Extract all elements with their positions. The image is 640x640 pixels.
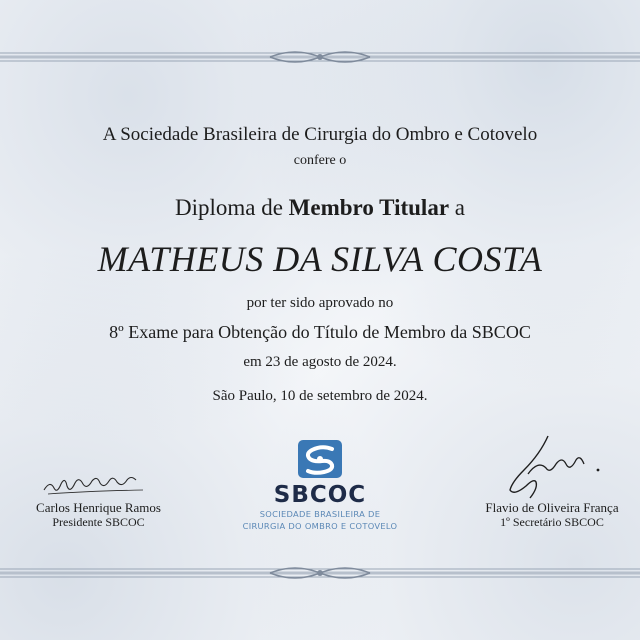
left-signer-role: Presidente SBCOC <box>52 515 145 529</box>
sbcoc-logo <box>232 438 408 532</box>
right-signer-role: 1º Secretário SBCOC <box>500 515 604 529</box>
society-line: A Sociedade Brasileira de Cirurgia do Ombro e Cotovelo <box>102 124 538 145</box>
diploma-suffix: a <box>454 195 466 220</box>
top-ornamental-border <box>0 50 640 64</box>
logo-subtitle-line2: CIRURGIA DO OMBRO E COTOVELO <box>242 521 398 531</box>
diploma-line <box>0 195 640 221</box>
place-date-line: São Paulo, 10 de setembro de 2024. <box>212 388 428 404</box>
reason-line: por ter sido aprovado no <box>246 295 394 311</box>
confere-line: confere o <box>293 153 347 168</box>
left-signature-block <box>16 478 181 530</box>
right-signer-name: Flavio de Oliveira França <box>485 500 619 515</box>
right-signature-block <box>468 478 636 530</box>
exam-line: 8º Exame para Obtenção do Título de Membro da SBCOC <box>109 322 531 342</box>
sbcoc-logo-mark-icon <box>296 438 344 480</box>
diploma-title: Membro Titular <box>288 195 450 220</box>
bottom-ornamental-border <box>0 566 640 580</box>
logo-subtitle-line1: SOCIEDADE BRASILEIRA DE <box>259 509 381 519</box>
exam-date-line: em 23 de agosto de 2024. <box>243 354 397 370</box>
left-signer-name: Carlos Henrique Ramos <box>36 500 161 515</box>
recipient-name: MATHEUS DA SILVA COSTA <box>97 239 543 279</box>
diploma-prefix: Diploma de <box>174 195 283 220</box>
logo-acronym: SBCOC <box>273 482 367 508</box>
